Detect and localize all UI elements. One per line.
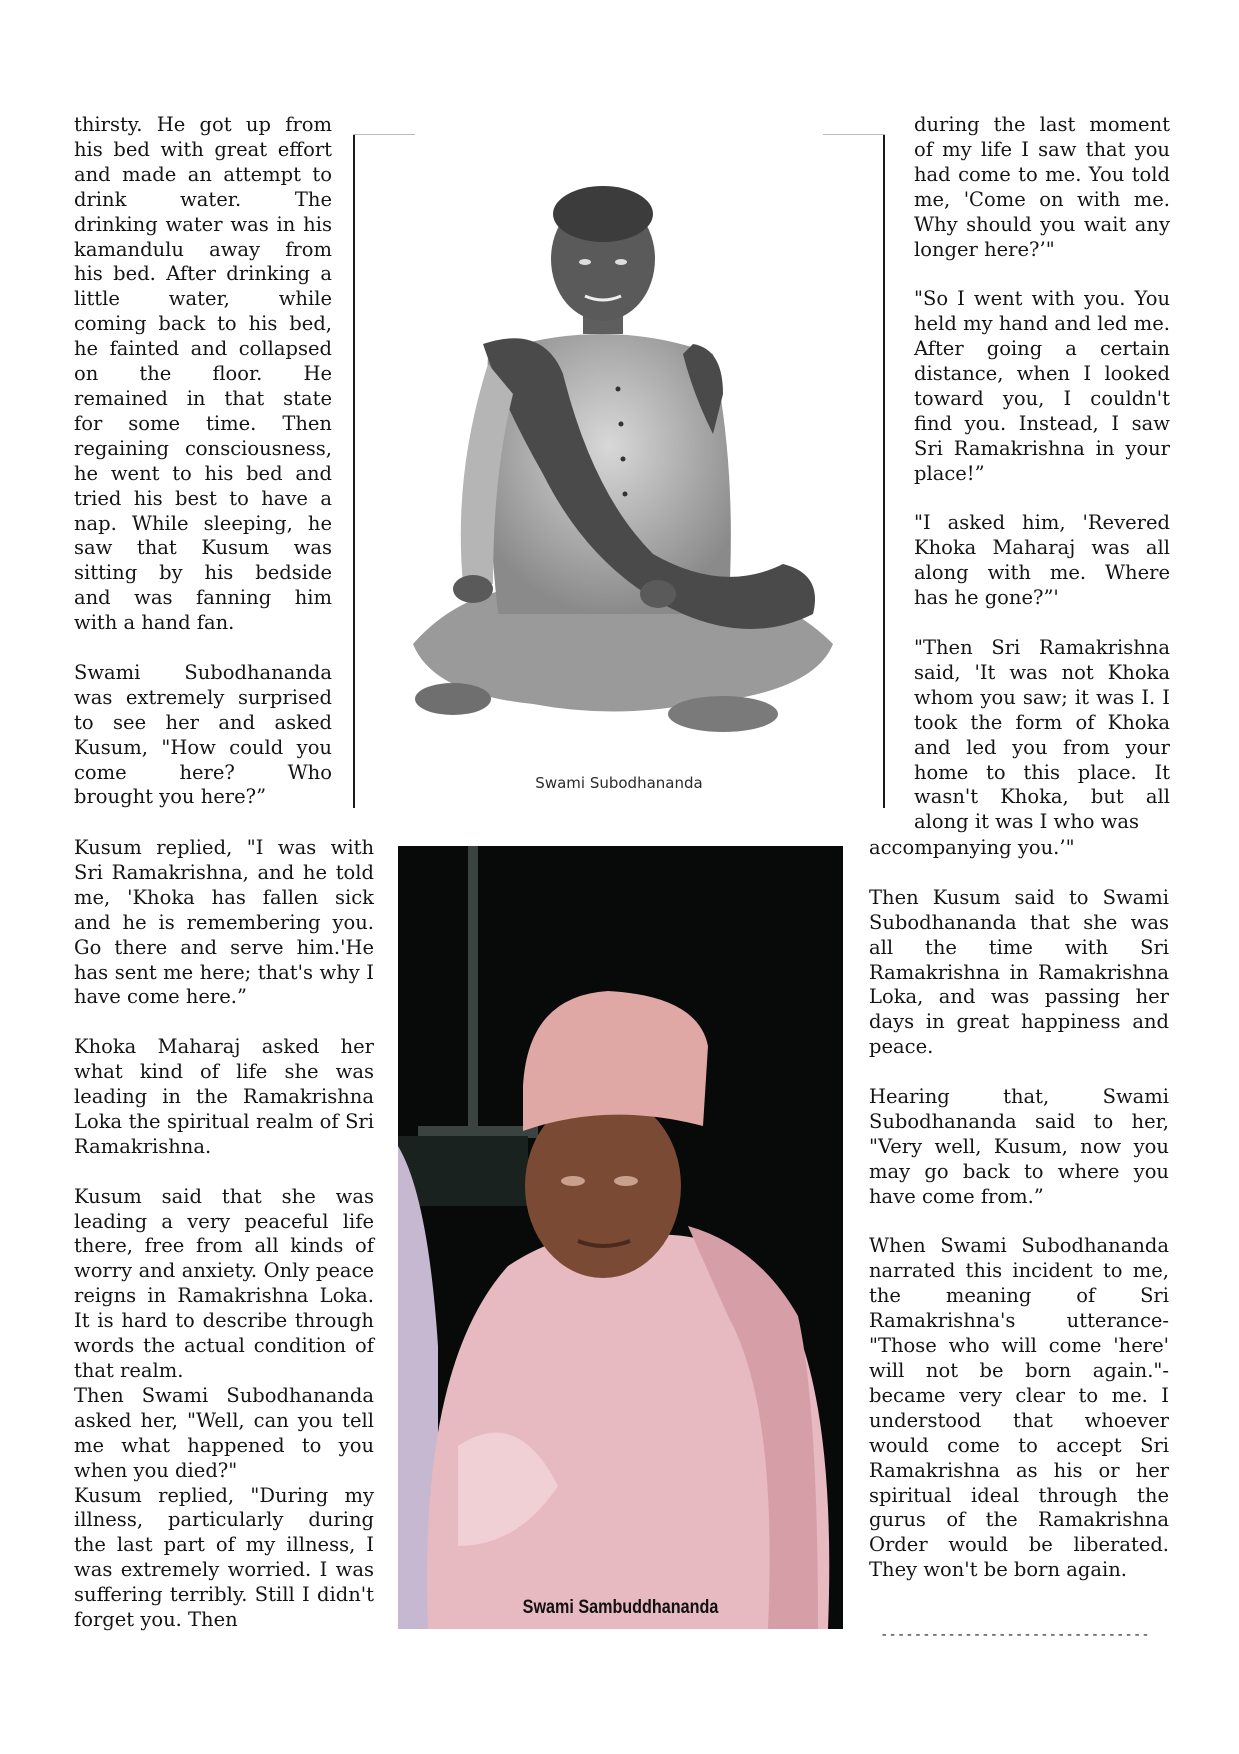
monk-portrait-illustration [398, 846, 843, 1629]
text-line: little water, while [74, 287, 332, 311]
text-line: he fainted and collapsed [74, 337, 332, 361]
paragraph-continuation: accompanying you.’" [869, 836, 1075, 859]
text-line: nap. While sleeping, he [74, 511, 332, 535]
photo-caption: Swami Subodhananda [535, 774, 703, 792]
text-line: was extremely surprised [74, 685, 332, 709]
frame-border-left [353, 134, 355, 808]
text-line: remained in that state [74, 386, 332, 410]
paragraph: during the last moment of my life I saw that you had come to me. You told me, 'Come on with me. Why should you wait any longer here?’" [914, 113, 1170, 261]
text-line: come here? Who [74, 760, 332, 784]
paragraph [74, 113, 332, 636]
text-line: brought you here?” [74, 785, 267, 809]
frame-border-right [883, 134, 885, 808]
seated-monk-illustration [393, 174, 843, 744]
text-line: kamandulu away from [74, 237, 332, 261]
photo-swami-sambuddhananda [398, 846, 843, 1629]
text-line: regaining consciousness, [74, 436, 332, 460]
text-line: drinking water was in his [74, 212, 332, 236]
photo-swami-subodhananda [353, 134, 885, 808]
text-line: tried his best to have a [74, 486, 332, 510]
paragraph: When Swami Subodhananda narrated this incident to me, the meaning of Sri Ramakrishna's utterance-"Those who will come 'here' will not be born again."- became very clear to me. I understood that whoever would come to accept Sri Ramakrishna as his or her spiritual ideal through the gurus of the Ramakrishna Order would be liberated. They won't be born again. [869, 1234, 1169, 1582]
paragraph: "Then Sri Ramakrishna said, 'It was not Khoka whom you saw; it was I. I took the form of Khoka and led you from your home to this place. It wasn't Khoka, but all along it was I who was [914, 635, 1170, 834]
text-line: and made an attempt to [74, 162, 332, 186]
left-column-top [74, 113, 332, 835]
text-line: coming back to his bed, [74, 312, 332, 336]
text-line: with a hand fan. [74, 611, 235, 635]
paragraph: Kusum said that she was leading a very peaceful life there, free from all kinds of worry and anxiety. Only peace reigns in Ramakrishna Loka. It is hard to describe through words the actual condition of that realm. [74, 1184, 374, 1382]
text-line: to see her and asked [74, 710, 332, 734]
text-line: his bed with great effort [74, 137, 332, 161]
paragraph: "So I went with you. You held my hand and led me. After going a certain distance, when I looked toward you, I couldn't find you. Instead, I saw Sri Ramakrishna in your place!” [914, 287, 1170, 485]
text-line: on the floor. He [74, 362, 332, 386]
text-line: Kusum, "How could you [74, 735, 332, 759]
paragraph: "I asked him, 'Revered Khoka Maharaj was all along with me. Where has he gone?”' [914, 511, 1170, 610]
left-column-bottom [74, 836, 374, 1633]
text-line: thirsty. He got up from [74, 113, 332, 136]
text-line: Swami Subodhananda [74, 660, 332, 684]
paragraph: Kusum replied, "During my illness, particularly during the last part of my illness, I was extremely worried. I was suffering terribly. Still I didn't forget you. Then [74, 1483, 374, 1632]
paragraph: Kusum replied, "I was with Sri Ramakrishna, and he told me, 'Khoka has fallen sick and he is remembering you. Go there and serve him.'He has sent me here; that's why I have come here.” [74, 836, 374, 1009]
right-column-bottom [869, 836, 1169, 1583]
end-of-article-rule: -------------------------------- [880, 1627, 1150, 1643]
text-line: saw that Kusum was [74, 536, 332, 560]
frame-border-top [823, 134, 885, 135]
text-line: and was fanning him [74, 586, 332, 610]
text-line: for some time. Then [74, 411, 332, 435]
paragraph: Then Kusum said to Swami Subodhananda that she was all the time with Sri Ramakrishna in Ramakrishna Loka, and was passing her days in great happiness and peace. [869, 885, 1169, 1059]
paragraph: Khoka Maharaj asked her what kind of life she was leading in the Ramakrishna Loka the spiritual realm of Sri Ramakrishna. [74, 1035, 374, 1158]
photo-caption: Swami Sambuddhananda [522, 1597, 719, 1618]
paragraph: Hearing that, Swami Subodhananda said to her, "Very well, Kusum, now you may go back to where you have come from.” [869, 1085, 1169, 1208]
right-column-top [914, 113, 1170, 835]
paragraph: Then Swami Subodhananda asked her, "Well, can you tell me what happened to you when you died?" [74, 1383, 374, 1482]
text-line: his bed. After drinking a [74, 262, 332, 286]
text-line: drink water. The [74, 187, 332, 211]
frame-border-top [353, 134, 415, 135]
paragraph [74, 661, 332, 810]
text-line: sitting by his bedside [74, 561, 332, 585]
text-line: he went to his bed and [74, 461, 332, 485]
